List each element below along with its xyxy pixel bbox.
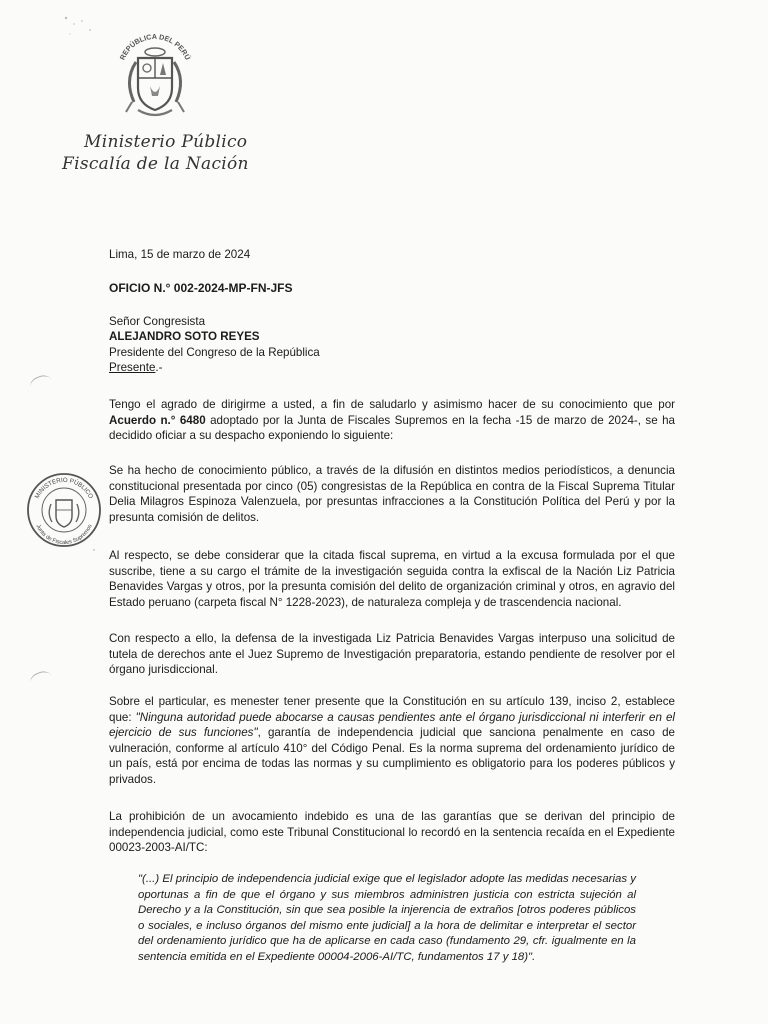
paragraph-5-b: , garantía de independencia judicial que sanciona penalmente en caso de vulneración, conforme al artículo 410° del Código Penal. Es la norma suprema del ordenamiento jurídico de un país, está por encima de todas las normas y su cumplimiento es obligatorio para los poderes públicos y privados. bbox=[109, 726, 675, 786]
paragraph-1-agreement: Acuerdo n.° 6480 bbox=[109, 413, 206, 427]
recipient-title: Presidente del Congreso de la República bbox=[109, 345, 320, 359]
recipient-block bbox=[109, 314, 675, 376]
institution-name bbox=[62, 131, 262, 175]
paragraph-6: La prohibición de un avocamiento indebido es una de las garantías que se derivan del principio de independencia judicial, como este Tribunal Constitucional lo recordó en la sentencia recaída en el Expediente 00023-2003-AI/TC: bbox=[109, 810, 675, 855]
block-quote: "(...) El principio de independencia judicial exige que el legislador adopte las medidas necesarias y oportunas a fin de que el órgano y sus miembros administren justicia con estricta sujeción al Derecho y a la Constitución, sin que sea posible la injerencia de extraños [otros poderes públicos o sociales, e incluso órganos del mismo ente judicial] a la hora de delimitar e interpretar el sector del ordenamiento jurídico que ha de aplicarse en cada caso (fundamento 29, cfr. igualmente en la sentencia emitida en el Expediente 00004-2006-AI/TC, fundamentos 17 y 18)". bbox=[138, 873, 636, 963]
scan-mark bbox=[28, 669, 54, 691]
recipient-presente-line bbox=[109, 360, 675, 375]
letter-reference: OFICIO N.° 002-2024-MP-FN-JFS bbox=[109, 281, 293, 295]
paragraph-5 bbox=[109, 694, 675, 788]
paragraph-5-citation: "Ninguna autoridad puede abocarse a causas pendientes ante el órgano jurisdiccional ni interferir en el ejercicio de sus funciones" bbox=[109, 710, 675, 740]
stamp-text-top: MINISTERIO PÚBLICO bbox=[33, 476, 95, 500]
paragraph-3: Al respecto, se debe considerar que la citada fiscal suprema, en virtud a la excusa formulada por el que suscribe, tiene a su cargo el trámite de la investigación seguida contra la exfiscal de la Nación Liz Patricia Benavides Vargas y otros, por la presunta comisión del delito de organización criminal y otros, en agravio del Estado peruano (carpeta fiscal N° 1228-2023), de naturaleza compleja y de trascendencia nacional. bbox=[109, 549, 675, 609]
paragraph-1-a: Tengo el agrado de dirigirme a usted, a fin de saludarlo y asimismo hacer de su conocimiento que por bbox=[109, 398, 675, 411]
scan-noise bbox=[60, 14, 100, 44]
paragraph-4: Con respecto a ello, la defensa de la investigada Liz Patricia Benavides Vargas interpuso una solicitud de tutela de derechos ante el Juez Supremo de Investigación preparatoria, estando pendiente de resolver por el órgano jurisdiccional. bbox=[109, 632, 675, 677]
paragraph-2: Se ha hecho de conocimiento público, a través de la difusión en distintos medios periodísticos, a denuncia constitucional presentada por cinco (05) congresistas de la República en contra de la Fiscal Suprema Titular Delia Milagros Espinoza Valenzuela, por presuntas infracciones a la Constitución Política del Perú y por la presunta comisión de delitos. bbox=[109, 464, 675, 524]
letter-date: Lima, 15 de marzo de 2024 bbox=[109, 248, 251, 261]
recipient-presente: Presente bbox=[109, 361, 156, 375]
recipient-presente-suffix: .- bbox=[155, 361, 163, 375]
paragraph-1 bbox=[109, 397, 675, 444]
coat-of-arms-emblem bbox=[108, 32, 202, 124]
official-stamp bbox=[24, 466, 104, 548]
institution-line-1: Ministerio Público bbox=[84, 132, 248, 152]
stamp-text-bottom: Junta de Fiscales Supremos bbox=[34, 523, 94, 547]
scan-mark bbox=[28, 373, 54, 395]
recipient-name: ALEJANDRO SOTO REYES bbox=[109, 330, 260, 344]
paragraph-5-a: Sobre el particular, es menester tener presente que la Constitución en su artículo 139, inciso 2, establece que: bbox=[109, 695, 675, 724]
scan-dot: · bbox=[92, 542, 96, 556]
crest-text: REPÚBLICA DEL PERÚ bbox=[117, 32, 193, 62]
recipient-salutation: Señor Congresista bbox=[109, 315, 206, 328]
institution-line-2: Fiscalía de la Nación bbox=[62, 154, 249, 174]
paragraph-1-b: adoptado por la Junta de Fiscales Supremos en la fecha -15 de marzo de 2024-, se ha decidido oficiar a su despacho exponiendo lo siguiente: bbox=[109, 413, 675, 443]
